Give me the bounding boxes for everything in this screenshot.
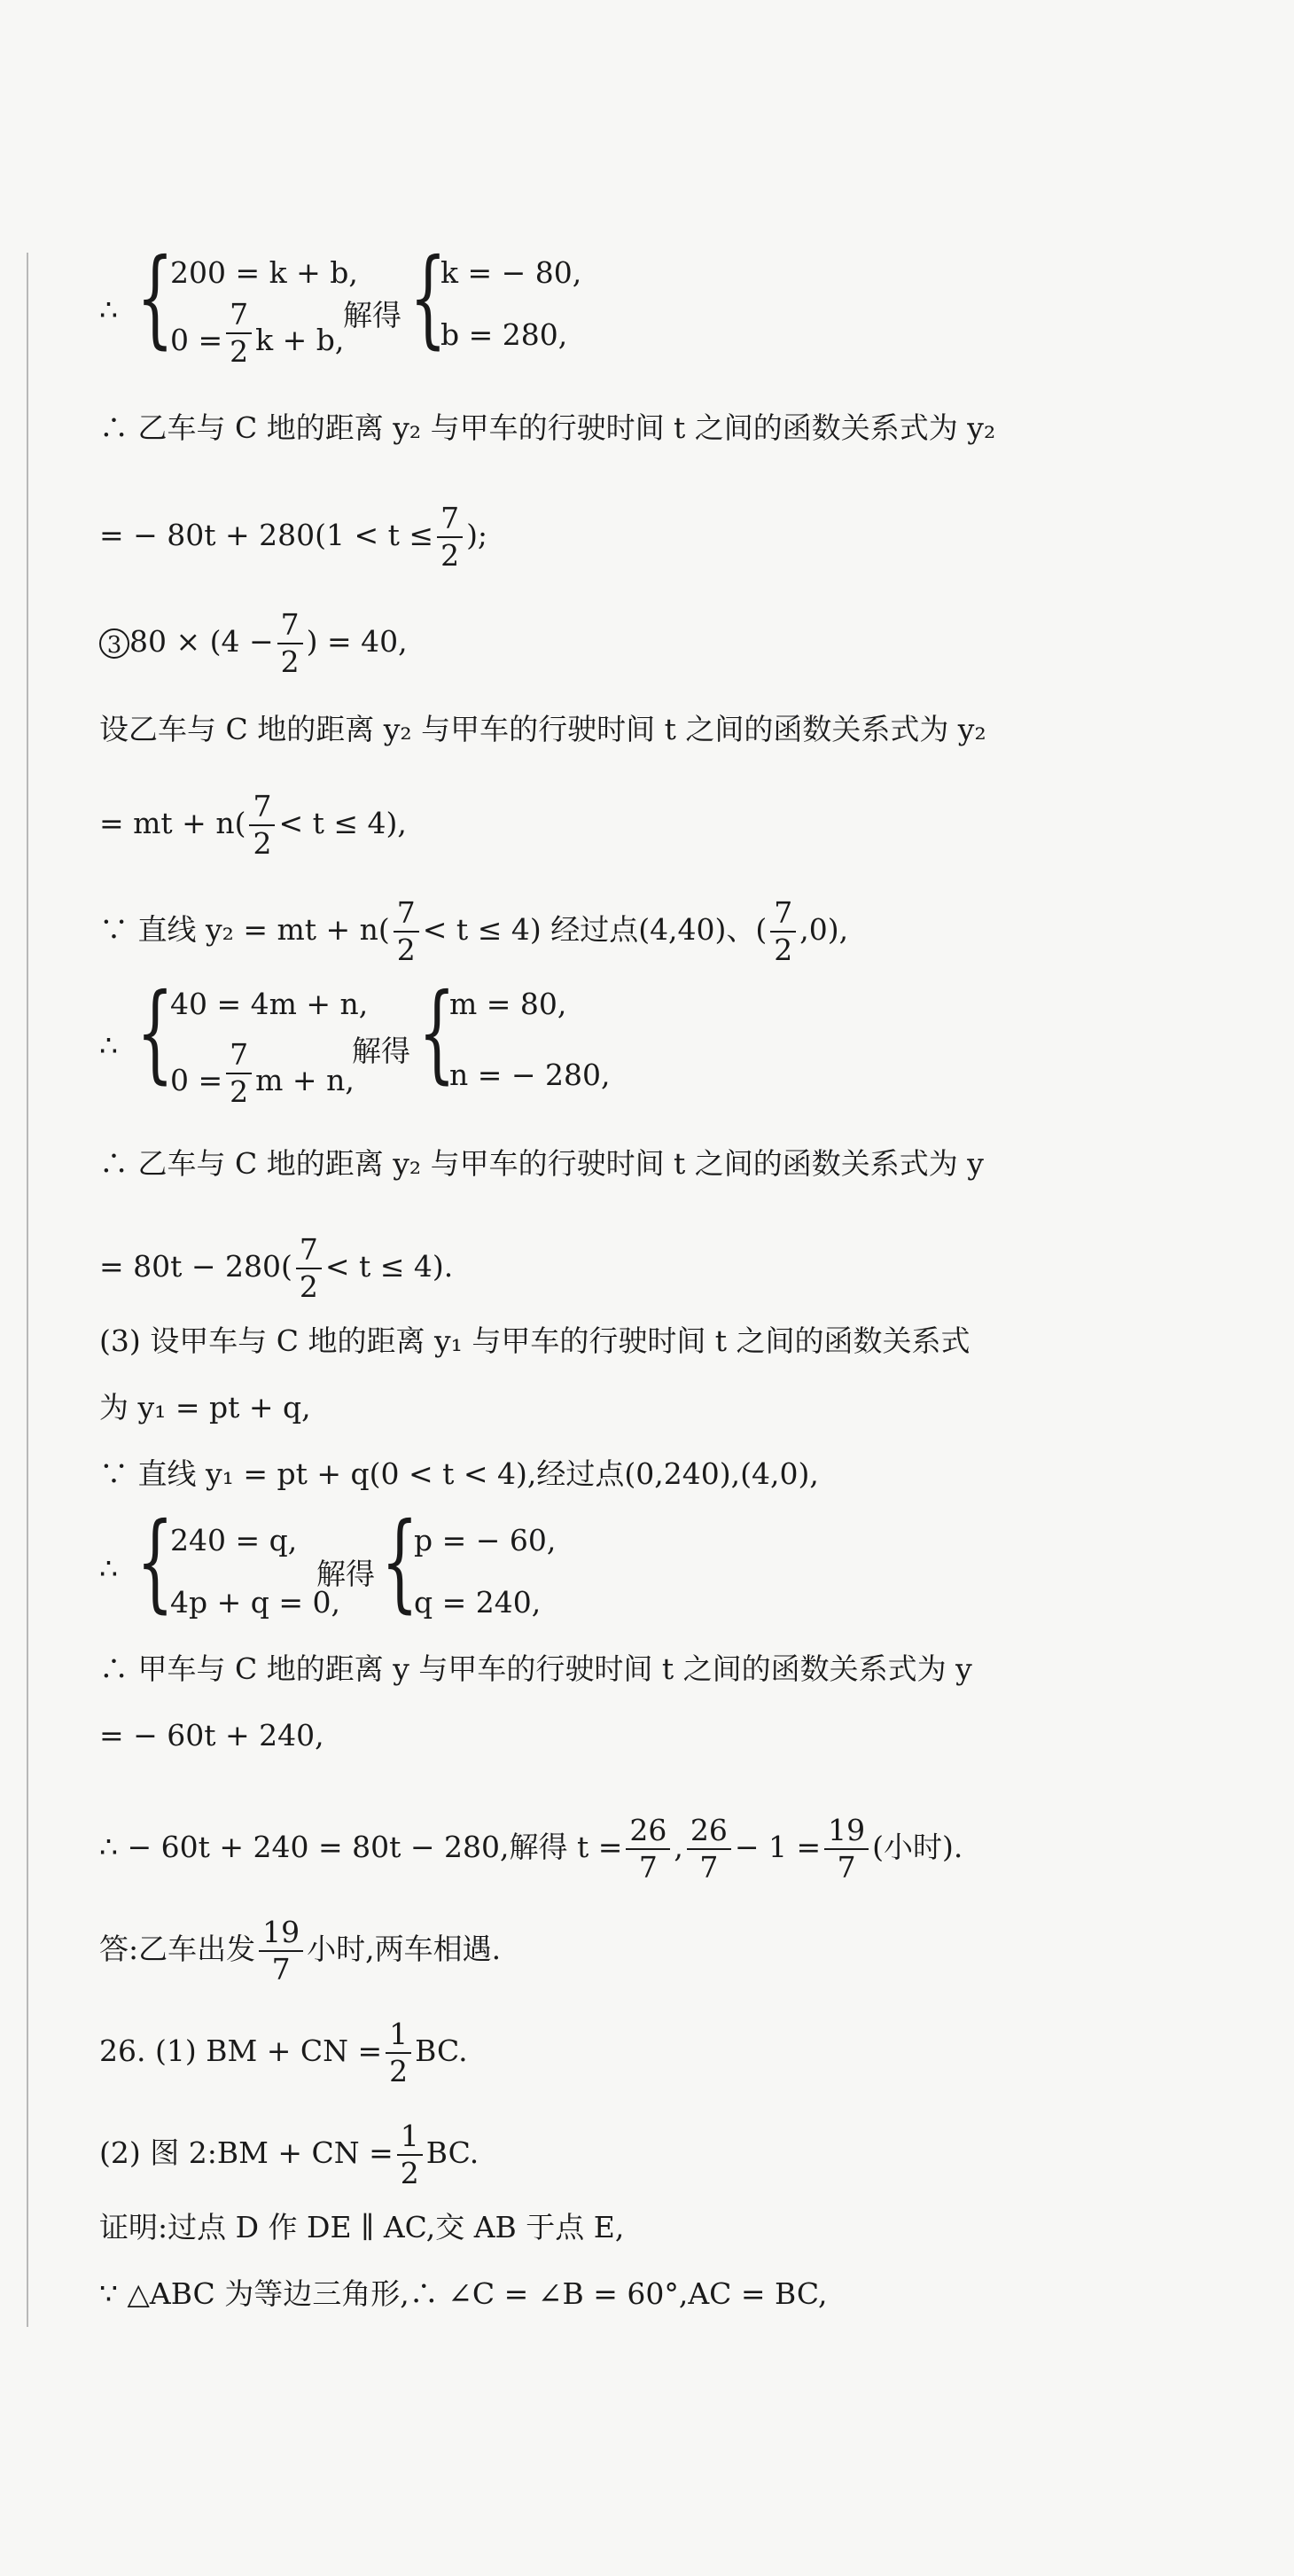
problem-26-part-2: (2) 图 2:BM + CN = $\frac{1}{2}$ BC. bbox=[99, 2119, 479, 2190]
system-eq-2: 0 = $\frac{7}{2}$ k + b, bbox=[170, 297, 345, 369]
text-line: = mt + n( $\frac{7}{2}$ < t ≤ 4), bbox=[99, 789, 407, 861]
margin-binding-line bbox=[27, 253, 28, 2327]
right-brace: { bbox=[381, 1501, 418, 1624]
text-line: ∴ 乙车与 C 地的距离 y₂ 与甲车的行驶时间 t 之间的函数关系式为 y₂ bbox=[99, 410, 996, 445]
solution-eq-2: b = 280, bbox=[440, 317, 568, 352]
system-eq-2: 0 = $\frac{7}{2}$ m + n, bbox=[170, 1037, 355, 1109]
text-line: ∵ 直线 y₂ = mt + n( $\frac{7}{2}$ < t ≤ 4) 经过点(4,40)、( $\frac{7}{2}$ ,0), bbox=[99, 895, 849, 967]
text-line: (3) 设甲车与 C 地的距离 y₁ 与甲车的行驶时间 t 之间的函数关系式 bbox=[99, 1323, 970, 1358]
text-line: 为 y₁ = pt + q, bbox=[99, 1390, 311, 1425]
text-line: = − 80t + 280(1 < t ≤ $\frac{7}{2}$ ); bbox=[99, 501, 488, 573]
proof-line: ∵ △ABC 为等边三角形,∴ ∠C = ∠B = 60°,AC = BC, bbox=[99, 2276, 828, 2311]
text-line: ∴ 甲车与 C 地的距离 y 与甲车的行驶时间 t 之间的函数关系式为 y bbox=[99, 1651, 972, 1686]
solution-eq-2: q = 240, bbox=[414, 1585, 542, 1620]
solution-eq-2: n = − 280, bbox=[449, 1058, 611, 1092]
system-eq-1: 40 = 4m + n, bbox=[170, 987, 369, 1021]
text-line: = 80t − 280( $\frac{7}{2}$ < t ≤ 4). bbox=[99, 1232, 454, 1304]
answer-line: 答:乙车出发 $\frac{19}{7}$ 小时,两车相遇. bbox=[99, 1915, 502, 1987]
text-line: 3 80 × (4 − $\frac{7}{2}$ ) = 40, bbox=[99, 607, 408, 680]
text-line: ∵ 直线 y₁ = pt + q(0 < t < 4),经过点(0,240),(4,0), bbox=[99, 1456, 819, 1491]
text-line: ∴ 乙车与 C 地的距离 y₂ 与甲车的行驶时间 t 之间的函数关系式为 y bbox=[99, 1146, 984, 1181]
system-eq-1: 200 = k + b, bbox=[170, 255, 358, 290]
text-line: ∴ − 60t + 240 = 80t − 280,解得 t = $\frac{26}{7}$ , $\frac{26}{7}$ − 1 = $\frac{19}{7}$ (小时). bbox=[99, 1813, 963, 1885]
equation-system-3: ∴ { 240 = q, 4p + q = 0, 解得 { p = − 60, q = 240, bbox=[99, 1501, 557, 1624]
equation-system-2: ∴ { 40 = 4m + n, 0 = $\frac{7}{2}$ m + n, 解得 { m = 80, n = − 280, bbox=[99, 972, 611, 1109]
text-line: = − 60t + 240, bbox=[99, 1718, 324, 1752]
equation-system-1: ∴ { 200 = k + b, 0 = $\frac{7}{2}$ k + b, 解得 { k = − 80, b = 280, bbox=[99, 237, 582, 369]
solution-eq-1: m = 80, bbox=[449, 987, 567, 1021]
left-brace: { bbox=[136, 1501, 174, 1624]
problem-26-part-1: 26. (1) BM + CN = $\frac{1}{2}$ BC. bbox=[99, 2017, 468, 2088]
system-eq-2: 4p + q = 0, bbox=[170, 1585, 340, 1620]
left-brace: { bbox=[136, 972, 174, 1095]
right-brace: { bbox=[418, 972, 456, 1095]
right-brace: { bbox=[409, 237, 447, 360]
text-line: 设乙车与 C 地的距离 y₂ 与甲车的行驶时间 t 之间的函数关系式为 y₂ bbox=[99, 712, 986, 746]
left-brace: { bbox=[136, 237, 174, 360]
solution-eq-1: k = − 80, bbox=[440, 255, 582, 290]
system-eq-1: 240 = q, bbox=[170, 1523, 298, 1557]
proof-line: 证明:过点 D 作 DE ∥ AC,交 AB 于点 E, bbox=[99, 2210, 625, 2244]
solution-eq-1: p = − 60, bbox=[414, 1523, 557, 1557]
circled-number: 3 bbox=[99, 628, 129, 659]
